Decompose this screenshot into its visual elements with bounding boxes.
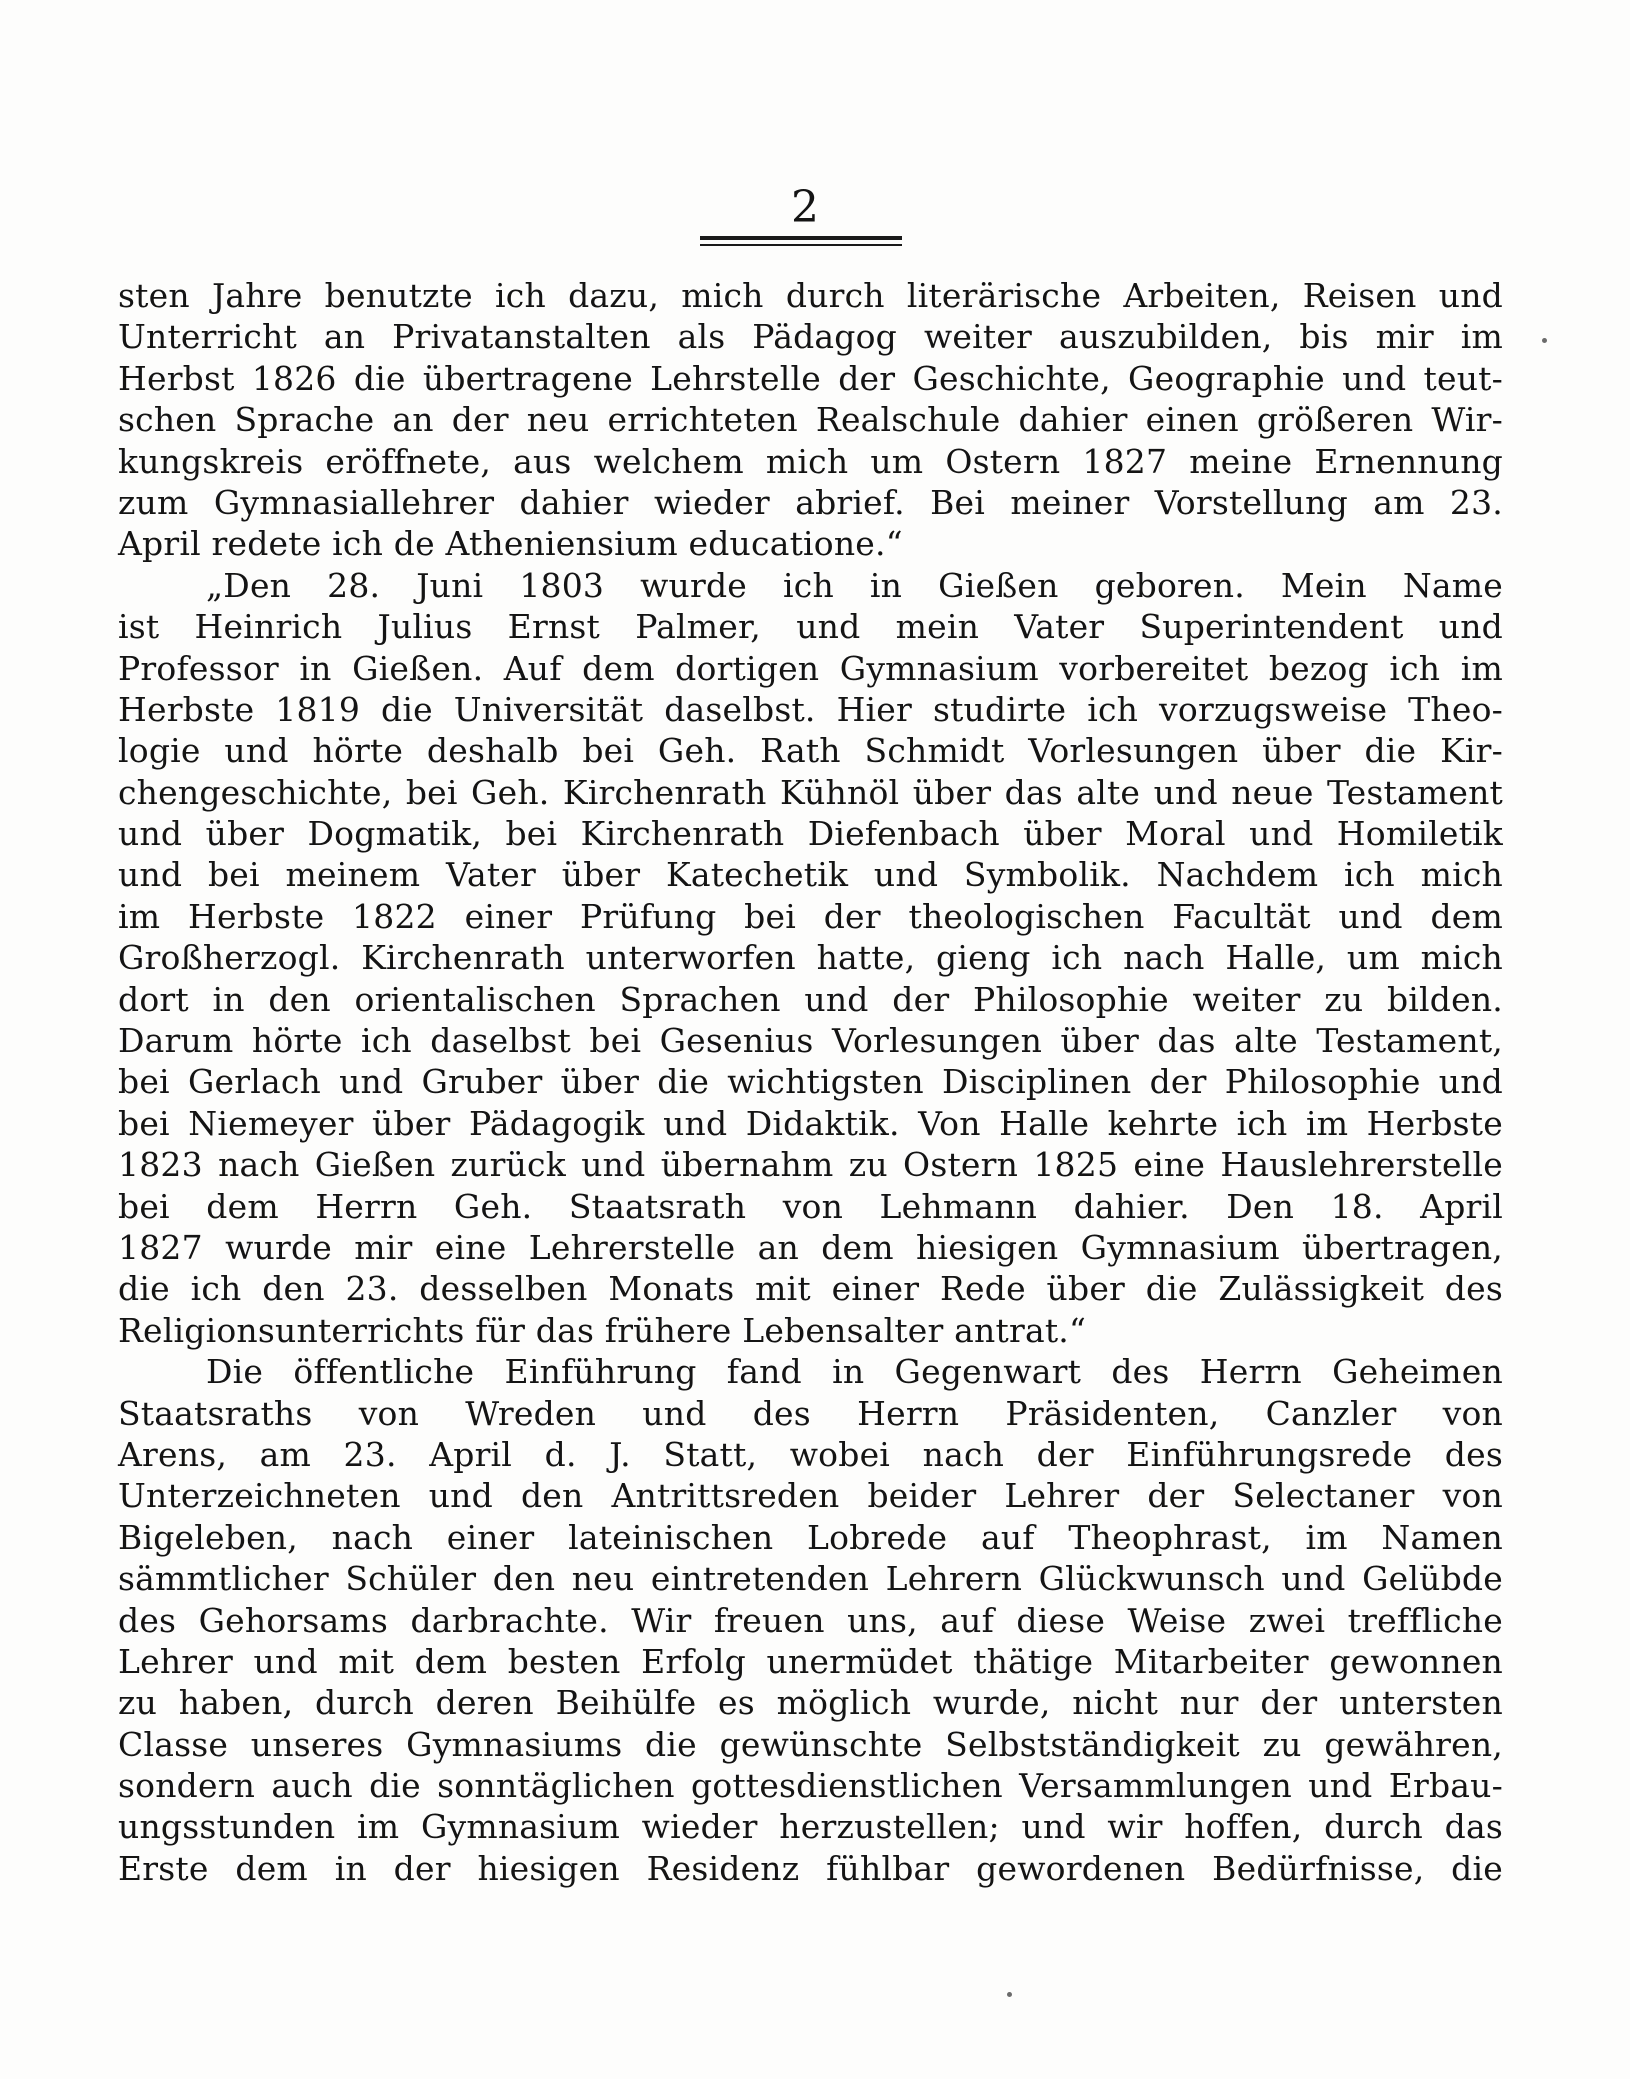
text-line: ist Heinrich Julius Ernst Palmer, und mein Vater Superintendent und xyxy=(118,607,1503,647)
text-line: Lehrer und mit dem besten Erfolg unermüdet thätige Mitarbeiter gewonnen xyxy=(118,1641,1503,1681)
paper-speck xyxy=(1542,338,1547,343)
body-text xyxy=(118,275,1503,1889)
header-rule-thin xyxy=(700,244,902,246)
text-line: Unterzeichneten und den Antrittsreden beider Lehrer der Selectaner von xyxy=(118,1476,1503,1516)
text-line: sten Jahre benutzte ich dazu, mich durch literärische Arbeiten, Reisen und xyxy=(118,276,1503,315)
text-line: sondern auch die sonntäglichen gottesdienstlichen Versammlungen und Erbau- xyxy=(118,1766,1503,1806)
text-line: April redete ich de Atheniensium educatione.“ xyxy=(118,524,903,564)
text-line: Herbste 1819 die Universität daselbst. Hier studirte ich vorzugsweise Theo- xyxy=(118,689,1503,729)
text-line: „Den 28. Juni 1803 wurde ich in Gießen geboren. Mein Name xyxy=(206,565,1503,605)
text-line: bei Gerlach und Gruber über die wichtigsten Disciplinen der Philosophie und xyxy=(118,1062,1503,1102)
text-line: bei dem Herrn Geh. Staatsrath von Lehmann dahier. Den 18. April xyxy=(118,1186,1503,1226)
text-line: 1823 nach Gießen zurück und übernahm zu Ostern 1825 eine Hauslehrerstelle xyxy=(118,1145,1503,1185)
text-line: und bei meinem Vater über Katechetik und Symbolik. Nachdem ich mich xyxy=(118,855,1503,895)
text-line: Staatsraths von Wreden und des Herrn Präsidenten, Canzler von xyxy=(118,1393,1503,1433)
text-line: ungsstunden im Gymnasium wieder herzustellen; und wir hoffen, durch das xyxy=(118,1807,1503,1847)
text-line: im Herbste 1822 einer Prüfung bei der theologischen Facultät und dem xyxy=(118,896,1503,936)
text-line: kungskreis eröffnete, aus welchem mich um Ostern 1827 meine Ernennung xyxy=(118,441,1503,481)
text-line: logie und hörte deshalb bei Geh. Rath Schmidt Vorlesungen über die Kir- xyxy=(118,731,1503,771)
paragraph-3 xyxy=(118,1351,1503,1889)
text-line: schen Sprache an der neu errichteten Realschule dahier einen größeren Wir- xyxy=(118,400,1503,440)
header-rule-thick xyxy=(700,236,902,240)
page-number: 2 xyxy=(791,182,819,233)
text-line: Classe unseres Gymnasiums die gewünschte Selbstständigkeit zu gewähren, xyxy=(118,1724,1503,1764)
text-line: Großherzogl. Kirchenrath unterworfen hatte, gieng ich nach Halle, um mich xyxy=(118,938,1503,978)
paragraph-2 xyxy=(118,565,1503,1351)
text-line: sämmtlicher Schüler den neu eintretenden Lehrern Glückwunsch und Gelübde xyxy=(118,1559,1503,1599)
text-line: Professor in Gießen. Auf dem dortigen Gymnasium vorbereitet bezog ich im xyxy=(118,648,1503,688)
text-line: Bigeleben, nach einer lateinischen Lobrede auf Theophrast, im Namen xyxy=(118,1517,1503,1557)
text-line: zum Gymnasiallehrer dahier wieder abrief. Bei meiner Vorstellung am 23. xyxy=(118,482,1503,522)
text-line: die ich den 23. desselben Monats mit einer Rede über die Zulässigkeit des xyxy=(118,1269,1503,1309)
text-line: Unterricht an Privatanstalten als Pädagog weiter auszubilden, bis mir im xyxy=(118,317,1503,357)
text-line: zu haben, durch deren Beihülfe es möglich wurde, nicht nur der untersten xyxy=(118,1683,1503,1723)
paragraph-1 xyxy=(118,275,1503,565)
text-line: chengeschichte, bei Geh. Kirchenrath Kühnöl über das alte und neue Testament xyxy=(118,772,1503,812)
text-line: Darum hörte ich daselbst bei Gesenius Vorlesungen über das alte Testament, xyxy=(118,1021,1503,1061)
text-line: Herbst 1826 die übertragene Lehrstelle der Geschichte, Geographie und teut- xyxy=(118,358,1503,398)
text-line: Die öffentliche Einführung fand in Gegenwart des Herrn Geheimen xyxy=(206,1352,1503,1392)
text-line: bei Niemeyer über Pädagogik und Didaktik. Von Halle kehrte ich im Herbste xyxy=(118,1103,1503,1143)
text-line: und über Dogmatik, bei Kirchenrath Diefenbach über Moral und Homiletik xyxy=(118,814,1503,854)
paper-speck xyxy=(1007,1992,1012,1997)
text-line: Arens, am 23. April d. J. Statt, wobei nach der Einführungsrede des xyxy=(118,1434,1503,1474)
text-line: Erste dem in der hiesigen Residenz fühlbar gewordenen Bedürfnisse, die xyxy=(118,1848,1503,1888)
text-line: des Gehorsams darbrachte. Wir freuen uns, auf diese Weise zwei treffliche xyxy=(118,1600,1503,1640)
text-line: dort in den orientalischen Sprachen und der Philosophie weiter zu bilden. xyxy=(118,979,1503,1019)
text-line: Religionsunterrichts für das frühere Lebensalter antrat.“ xyxy=(118,1310,1087,1350)
text-line: 1827 wurde mir eine Lehrerstelle an dem hiesigen Gymnasium übertragen, xyxy=(118,1227,1503,1267)
